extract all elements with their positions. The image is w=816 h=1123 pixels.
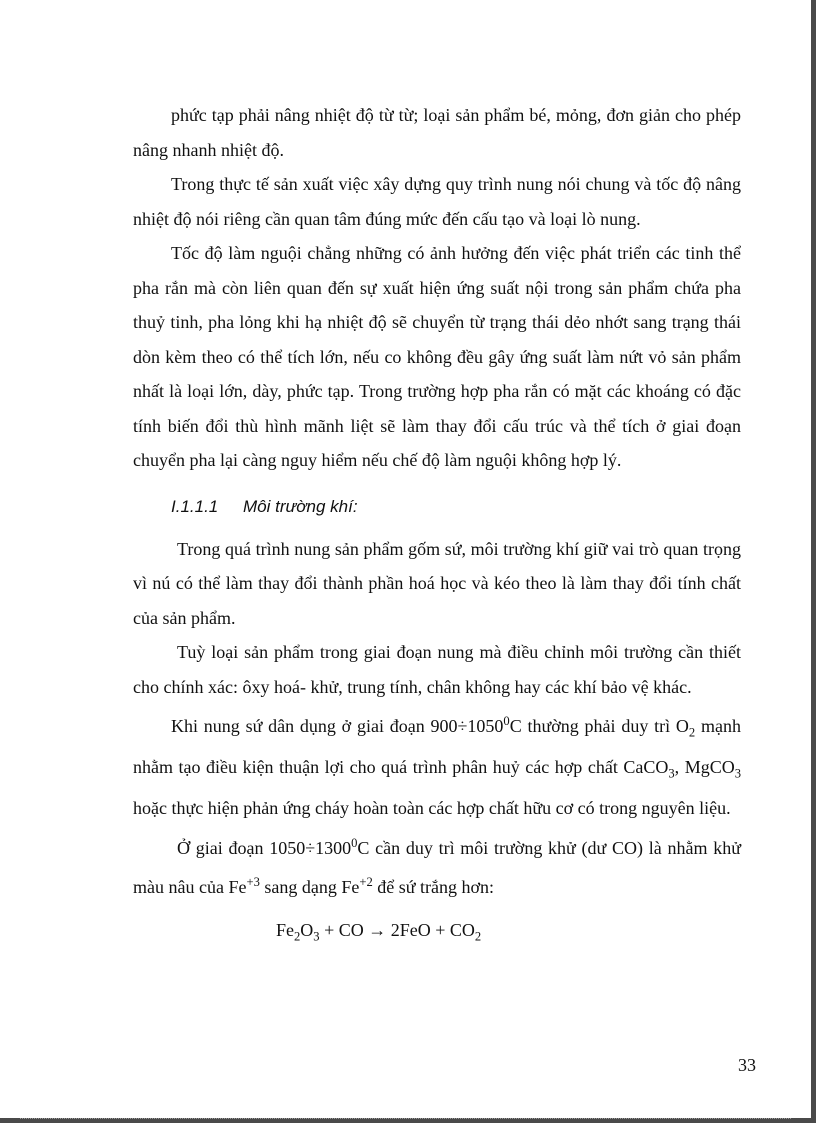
section-title: Môi trường khí: — [243, 496, 358, 516]
paragraph-7-text-a: Ở giai đoạn 1050÷1300 — [177, 837, 352, 858]
paragraph-3-text: Tốc độ làm nguội chẳng những có ảnh hưởng đến việc phát triển các tinh thể pha rắn mà còn liên quan đến sự xuất hiện ứng suất nội trong sản phẩm chứa pha thuỷ tinh, pha lỏng khi hạ nhiệt độ sẽ chuyển từ trạng thái dẻo nhớt sang trạng thái dòn kèm theo có thể tích lớn, nếu co không đều gây ứng suất làm nứt vỏ sản phẩm nhất là loại lớn, dày, phức tạp. Trong trường hợp pha rắn có mặt các khoáng có đặc tính biến đổi thù hình mãnh liệt sẽ làm thay đổi cấu trúc và thể tích ở giai đoạn chuyển pha lại càng nguy hiểm nếu chế độ làm nguội không hợp lý. — [133, 243, 741, 470]
degree-superscript: 0 — [503, 714, 510, 728]
section-number: I.1.1.1 — [171, 496, 219, 516]
paragraph-6-text-e: hoặc thực hiện phản ứng cháy hoàn toàn các hợp chất hữu cơ có trong nguyên liệu. — [133, 798, 731, 819]
formula-sub-o: 3 — [313, 929, 320, 944]
formula-sub-fe: 2 — [294, 929, 301, 944]
page-number: 33 — [738, 1055, 756, 1075]
paragraph-6 — [133, 704, 741, 826]
paragraph-6-text-c: mạnh nhằm tạo điều kiện thuận lợi cho quá trình phân huỷ các hợp chất CaCO — [133, 716, 741, 778]
paragraph-5-text: Tuỳ loại sản phẩm trong giai đoạn nung mà điều chỉnh môi trường cần thiết cho chính xác: ôxy hoá- khử, trung tính, chân không hay các khí bảo vệ khác. — [133, 642, 741, 697]
paragraph-2-text: Trong thực tế sản xuất việc xây dựng quy trình nung nói chung và tốc độ nâng nhiệt độ nói riêng cần quan tâm đúng mức đến cấu tạo và loại lò nung. — [133, 174, 741, 229]
paragraph-2 — [133, 167, 741, 236]
page-content — [133, 98, 741, 954]
footer-divider — [20, 1118, 791, 1119]
paragraph-6-text-d: , MgCO — [674, 757, 735, 778]
paragraph-7-text-c: sang dạng Fe — [259, 877, 360, 898]
paragraph-6-text-a: Khi nung sứ dân dụng ở giai đoạn 900÷1050 — [171, 716, 504, 736]
mgco3-subscript: 3 — [734, 766, 741, 781]
fe2-superscript: +2 — [359, 875, 373, 890]
formula-o: O — [300, 919, 314, 940]
paragraph-7 — [133, 826, 741, 905]
section-heading — [171, 492, 741, 522]
caco3-subscript: 3 — [668, 766, 675, 781]
formula-products: 2FeO + CO — [386, 919, 475, 940]
degree-superscript-2: 0 — [351, 835, 358, 850]
reaction-arrow-icon: → — [368, 919, 387, 940]
paragraph-4 — [133, 532, 741, 636]
paragraph-1 — [133, 98, 741, 167]
o2-subscript: 2 — [688, 725, 696, 740]
paragraph-5 — [133, 635, 741, 704]
formula-fe: Fe — [276, 919, 294, 940]
paragraph-7-text-d: để sứ trắng hơn: — [372, 877, 495, 898]
formula-sub-co2: 2 — [474, 929, 482, 944]
paragraph-6-text-b: C thường phải duy trì O — [509, 716, 689, 736]
paragraph-3 — [133, 236, 741, 478]
paragraph-7-text-b: C cần duy trì môi trường khử (dư CO) là nhằm khử màu nâu của Fe — [133, 837, 741, 898]
fe3-superscript: +3 — [246, 875, 260, 890]
formula-plus-co: + CO — [319, 919, 369, 940]
chemical-equation — [276, 913, 741, 954]
paragraph-1-text: phức tạp phải nâng nhiệt độ từ từ; loại sản phẩm bé, mỏng, đơn giản cho phép nâng nhanh nhiệt độ. — [133, 105, 741, 160]
paragraph-4-text: Trong quá trình nung sản phẩm gốm sứ, môi trường khí giữ vai trò quan trọng vì nú có thể làm thay đổi thành phần hoá học và kéo theo là làm thay đổi tính chất của sản phẩm. — [133, 538, 741, 628]
